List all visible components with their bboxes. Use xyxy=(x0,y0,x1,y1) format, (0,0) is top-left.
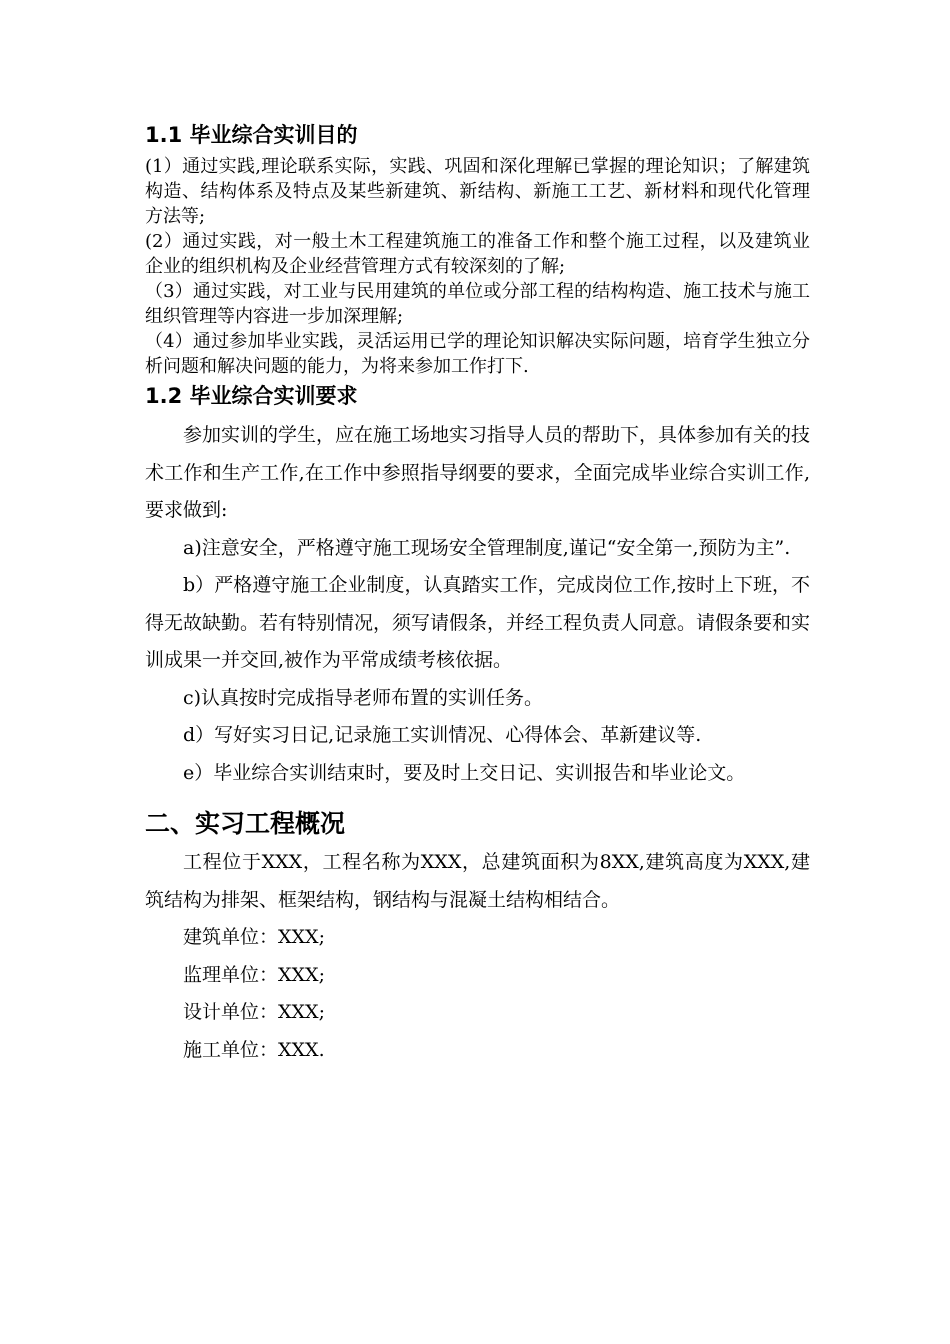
section-1-2-body xyxy=(145,417,810,792)
document-page xyxy=(145,118,810,1069)
contractor-unit: 施工单位：XXX. xyxy=(183,1038,325,1061)
requirements-intro: 参加实训的学生，应在施工场地实习指导人员的帮助下，具体参加有关的技术工作和生产工作,在工作中参照指导纲要的要求，全面完成毕业综合实训工作,要求做到: xyxy=(145,424,811,521)
requirement-item-c: c)认真按时完成指导老师布置的实训任务。 xyxy=(183,686,544,709)
objective-item-1: (1）通过实践,理论联系实际，实践、巩固和深化理解已掌握的理论知识；了解建筑构造、结构体系及特点及某些新建筑、新结构、新施工工艺、新材料和现代化管理方法等; xyxy=(145,156,810,227)
requirement-item-b: b）严格遵守施工企业制度，认真踏实工作，完成岗位工作,按时上下班，不得无故缺勤。若有特别情况，须写请假条，并经工程负责人同意。请假条要和实训成果一并交回,被作为平常成绩考核依据。 xyxy=(145,574,811,671)
project-overview: 工程位于XXX，工程名称为XXX，总建筑面积为8XX,建筑高度为XXX,建筑结构为排架、框架结构，钢结构与混凝土结构相结合。 xyxy=(145,851,810,911)
section-1-2-heading: 1.2 毕业综合实训要求 xyxy=(145,384,358,408)
construction-unit: 建筑单位：XXX; xyxy=(183,926,325,948)
section-1-1-list xyxy=(145,154,810,379)
objective-item-4: （4）通过参加毕业实践，灵活运用已学的理论知识解决实际问题，培育学生独立分析问题和解决问题的能力，为将来参加工作打下. xyxy=(145,331,810,377)
requirement-item-e: e）毕业综合实训结束时，要及时上交日记、实训报告和毕业论文。 xyxy=(183,761,746,784)
requirement-item-a: a)注意安全，严格遵守施工现场安全管理制度,谨记“安全第一,预防为主”. xyxy=(183,536,791,559)
design-unit: 设计单位：XXX; xyxy=(183,1001,325,1023)
section-1-1-heading: 1.1 毕业综合实训目的 xyxy=(145,123,358,147)
objective-item-2: (2）通过实践，对一般土木工程建筑施工的准备工作和整个施工过程，以及建筑业企业的组织机构及企业经营管理方式有较深刻的了解; xyxy=(145,231,810,277)
objective-item-3: （3）通过实践，对工业与民用建筑的单位或分部工程的结构构造、施工技术与施工组织管理等内容进一步加深理解; xyxy=(145,281,810,327)
supervision-unit: 监理单位：XXX; xyxy=(183,963,325,986)
section-2-body xyxy=(145,844,810,1069)
requirement-item-d: d）写好实习日记,记录施工实训情况、心得体会、革新建议等. xyxy=(183,724,702,746)
section-2-heading: 二、实习工程概况 xyxy=(145,809,346,838)
